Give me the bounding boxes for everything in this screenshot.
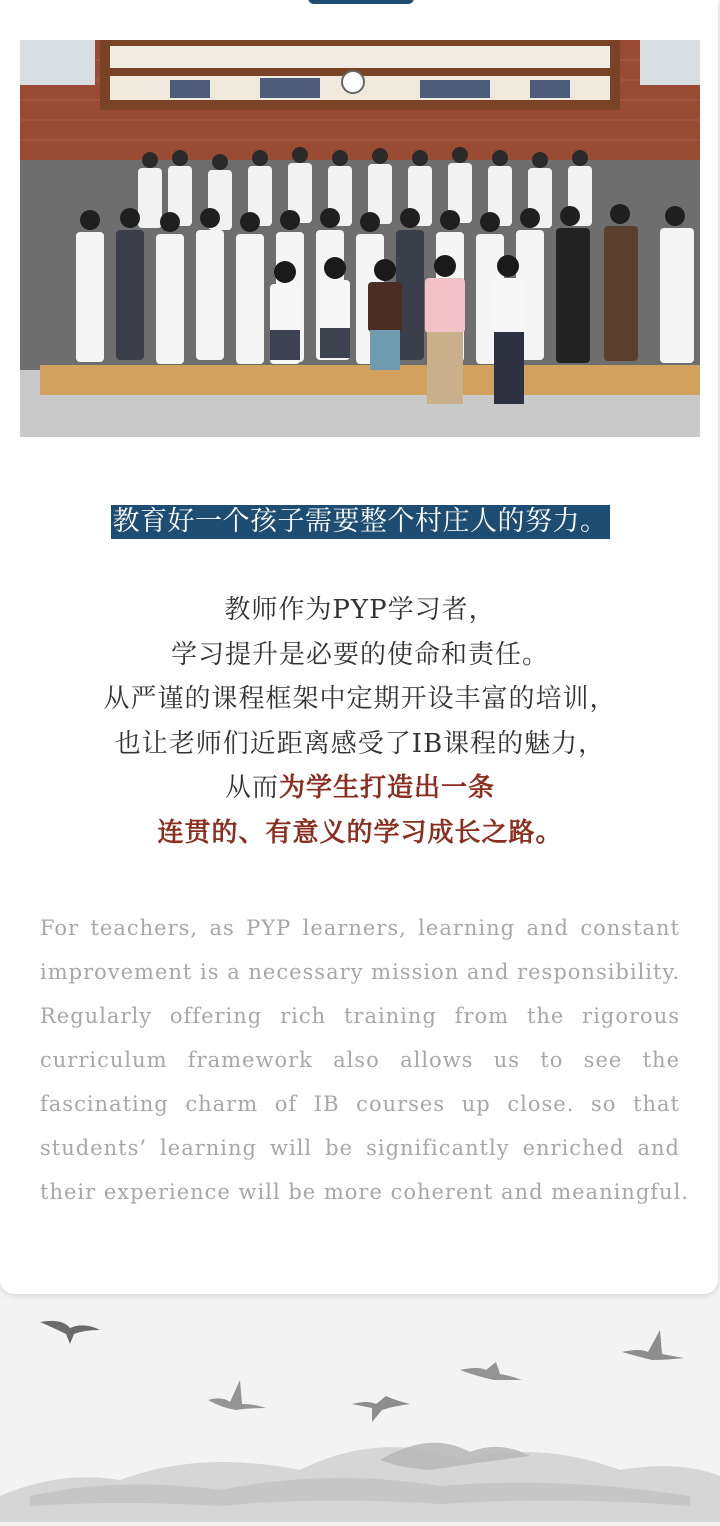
english-line: students’ learning will be significantly enriched and xyxy=(40,1136,680,1160)
english-line: their experience will be more coherent and meaningful. xyxy=(40,1180,689,1204)
chinese-line: 教师作为PYP学习者， xyxy=(224,595,496,625)
chinese-line-mixed xyxy=(0,766,720,811)
english-line: fascinating charm of IB courses up close. so that xyxy=(40,1092,680,1116)
chinese-body-text xyxy=(0,588,720,855)
chinese-plain-text: 从而 xyxy=(224,773,279,803)
english-body-text xyxy=(40,906,689,1214)
headline: 教育好一个孩子需要整个村庄人的努力。 xyxy=(112,506,608,537)
chinese-line: 从严谨的课程框架中定期开设丰富的培训， xyxy=(103,684,617,714)
chinese-emphasis-text: 连贯的、有意义的学习成长之路 xyxy=(157,817,536,848)
english-line: curriculum framework also allows us to see the xyxy=(40,1048,680,1072)
chinese-line-mixed xyxy=(0,811,720,856)
ink-wash-mountains-and-cranes-icon xyxy=(0,1300,720,1522)
top-tab-decoration xyxy=(308,0,414,4)
group-photo-illustration xyxy=(20,40,700,437)
english-line: Regularly offering rich training from the rigorous xyxy=(40,1004,680,1028)
group-photo xyxy=(20,40,700,437)
chinese-emphasis-text: 为学生打造出一条 xyxy=(279,773,496,803)
chinese-line: 学习提升是必要的使命和责任。 xyxy=(170,639,549,670)
english-line: For teachers, as PYP learners, learning and constant xyxy=(40,916,680,940)
headline-wrapper xyxy=(0,505,720,539)
chinese-plain-text: 。 xyxy=(535,817,563,848)
ink-scenery-decoration xyxy=(0,1300,720,1522)
chinese-line: 也让老师们近距离感受了IB课程的魅力， xyxy=(114,728,606,759)
english-line: improvement is a necessary mission and responsibility. xyxy=(40,960,681,984)
